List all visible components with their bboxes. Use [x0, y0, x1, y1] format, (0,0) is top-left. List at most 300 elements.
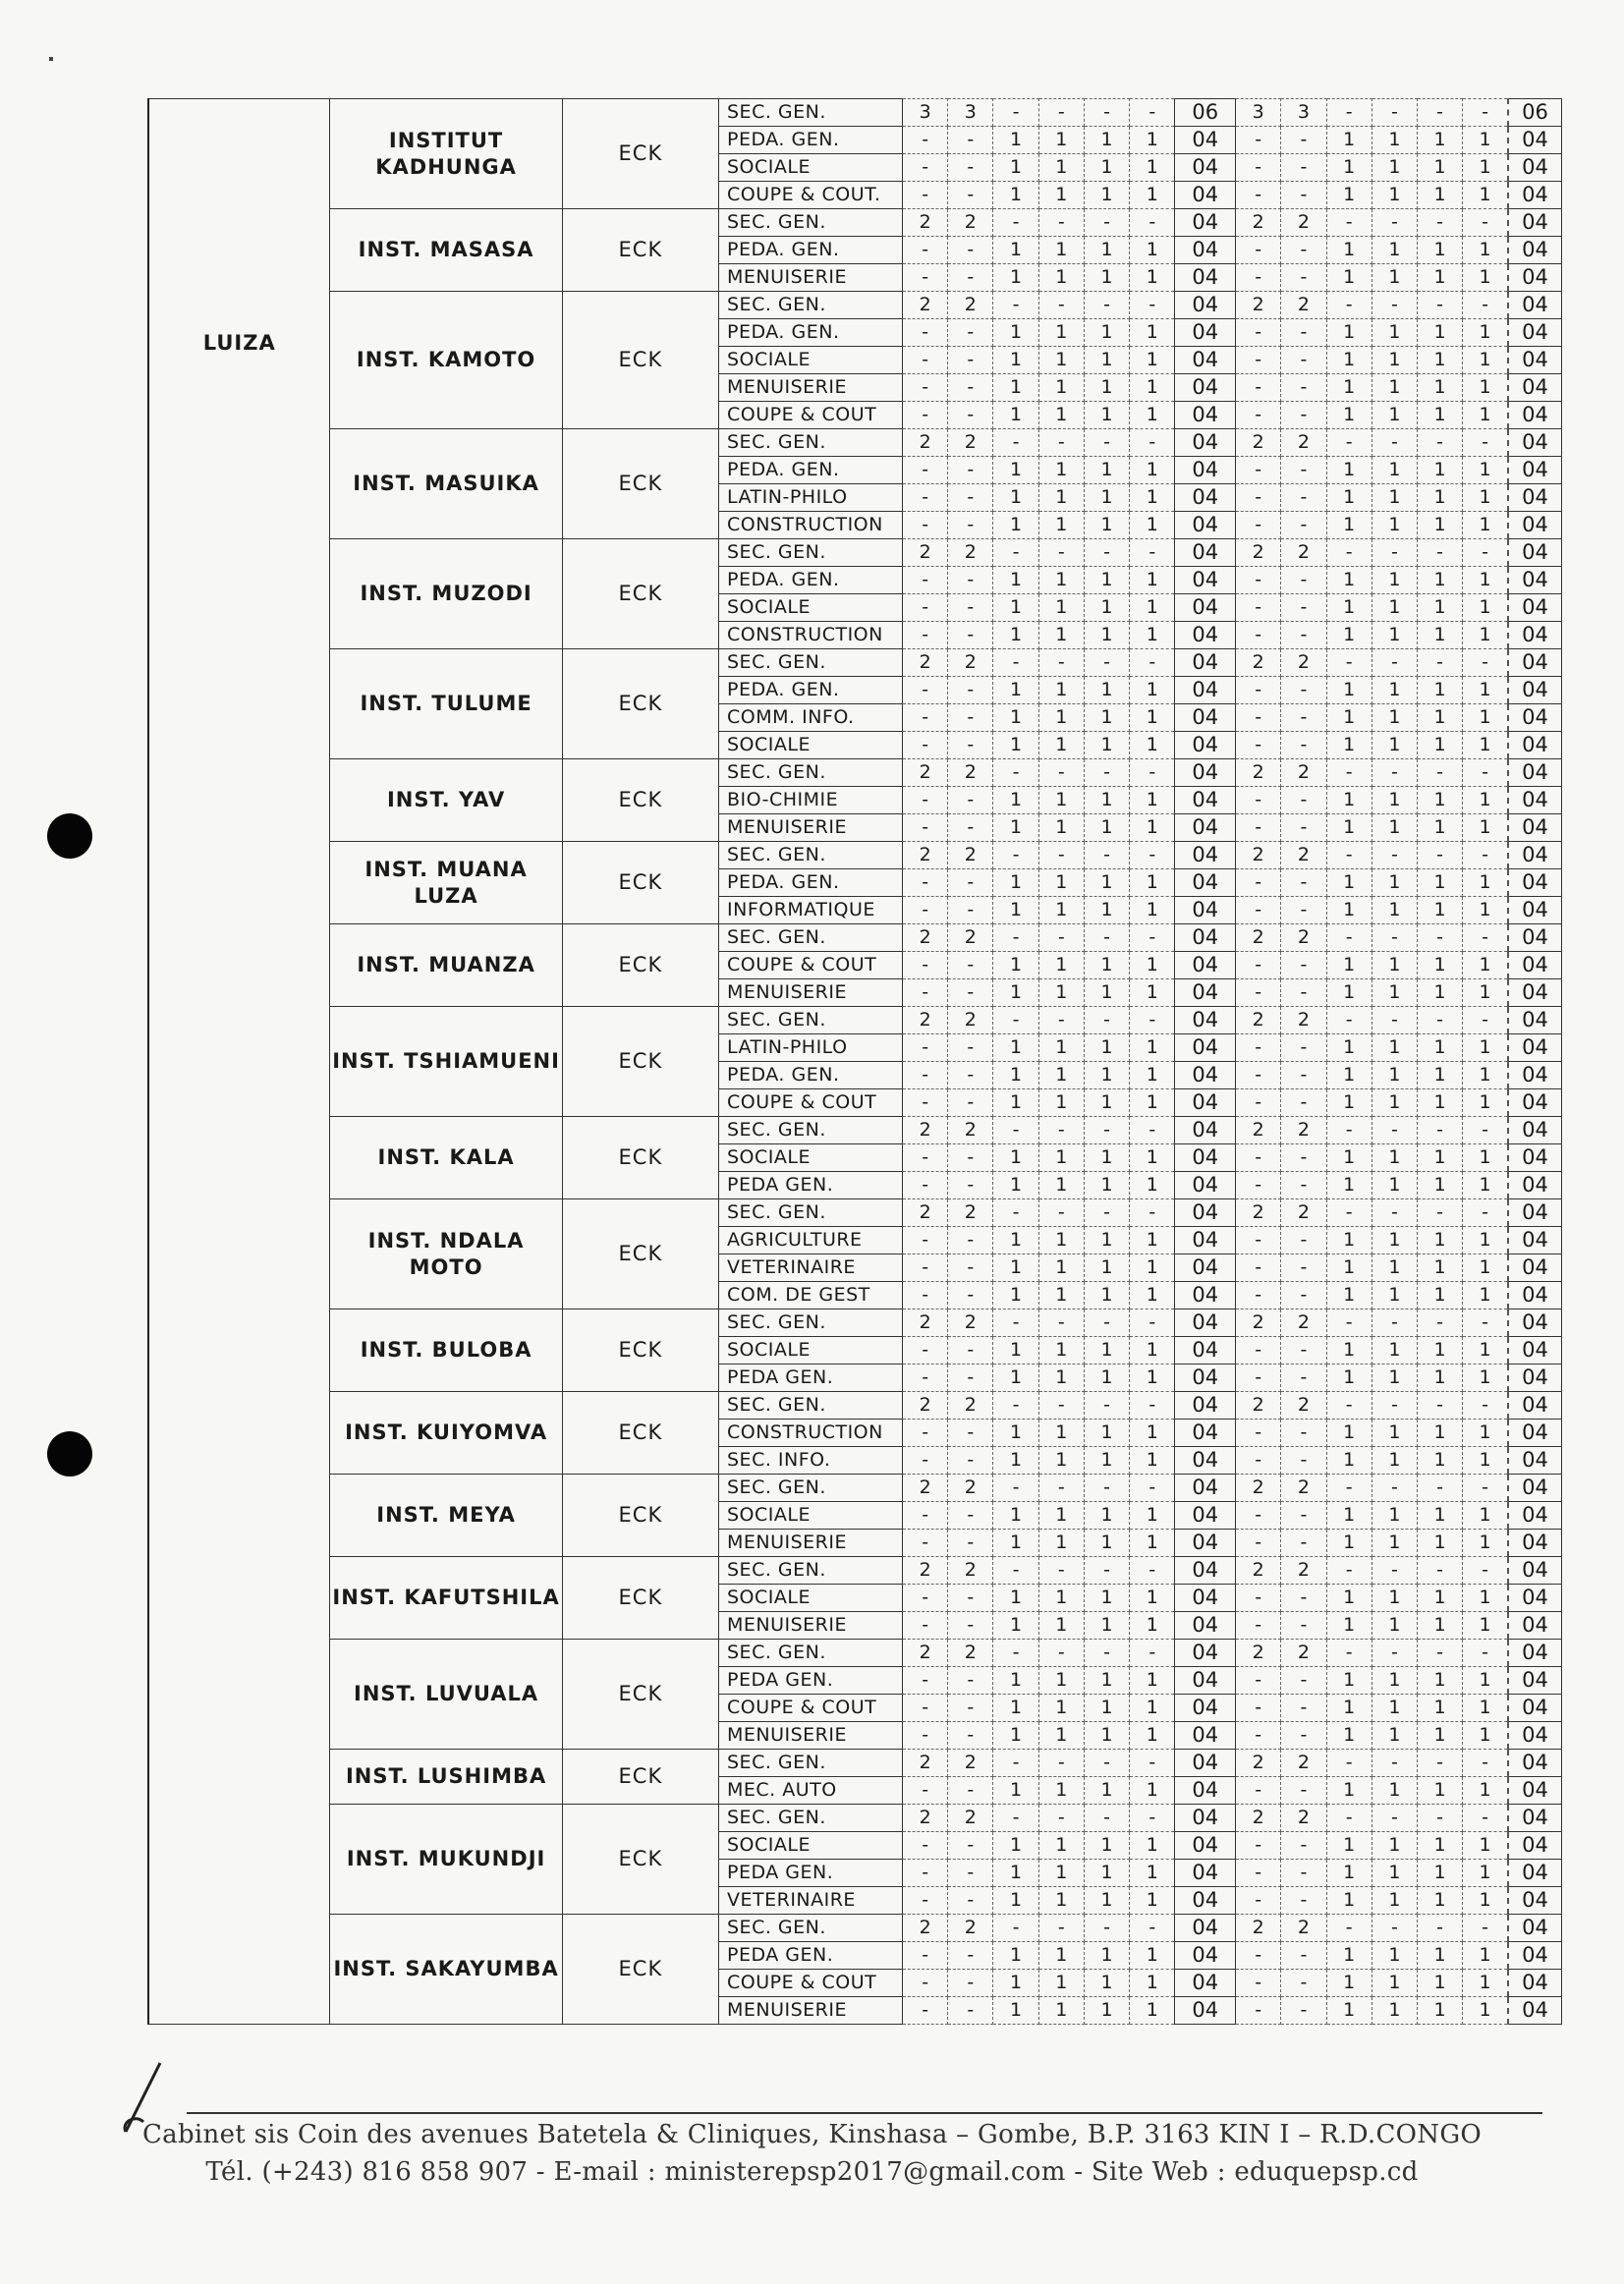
class-count-cell: 1 — [993, 1887, 1038, 1915]
class-count-cell: 1 — [1038, 594, 1084, 622]
class-count-cell-2: 1 — [1463, 787, 1508, 814]
class-count-cell: 2 — [948, 1475, 993, 1502]
class-count-cell: - — [948, 457, 993, 484]
class-count-cell-2: 1 — [1326, 1502, 1372, 1530]
option-name: SEC. GEN. — [719, 924, 903, 952]
class-count-cell-2: - — [1281, 1172, 1326, 1199]
class-count-cell: - — [903, 1089, 948, 1117]
total-cell: 04 — [1175, 787, 1236, 814]
class-count-cell-2: - — [1463, 1750, 1508, 1777]
class-count-cell: - — [1130, 1199, 1175, 1227]
class-count-cell: - — [1130, 1750, 1175, 1777]
class-count-cell: 1 — [1130, 1970, 1175, 1997]
total-cell-2: 04 — [1508, 127, 1562, 154]
class-count-cell: 1 — [1130, 374, 1175, 402]
class-count-cell: - — [948, 1777, 993, 1805]
option-name: SOCIALE — [719, 1832, 903, 1860]
class-count-cell-2: 1 — [1463, 1420, 1508, 1447]
class-count-cell-2: 1 — [1417, 1695, 1462, 1722]
class-count-cell: 1 — [1084, 1172, 1129, 1199]
class-count-cell: 1 — [1038, 732, 1084, 759]
class-count-cell-2: 1 — [1326, 677, 1372, 704]
option-name: COUPE & COUT — [719, 952, 903, 979]
class-count-cell: - — [1130, 1007, 1175, 1034]
total-cell: 04 — [1175, 869, 1236, 897]
class-count-cell: - — [993, 649, 1038, 677]
class-count-cell: 1 — [993, 1970, 1038, 1997]
school-name: INST. MUKUNDJI — [330, 1805, 562, 1915]
class-count-cell-2: 1 — [1372, 1722, 1417, 1750]
total-cell-2: 04 — [1508, 1750, 1562, 1777]
option-name: COUPE & COUT — [719, 1970, 903, 1997]
table-row — [148, 1117, 1562, 1144]
class-count-cell-2: - — [1281, 512, 1326, 539]
class-count-cell-2: 1 — [1326, 1970, 1372, 1997]
school-name: INST. BULOBA — [330, 1309, 562, 1392]
class-count-cell-2: 1 — [1326, 182, 1372, 209]
class-count-cell-2: - — [1281, 979, 1326, 1007]
class-count-cell: - — [903, 1337, 948, 1365]
class-count-cell: - — [903, 402, 948, 429]
option-name: SEC. GEN. — [719, 842, 903, 869]
class-count-cell-2: 2 — [1236, 1309, 1281, 1337]
class-count-cell-2: 1 — [1463, 1585, 1508, 1612]
class-count-cell-2: - — [1326, 1557, 1372, 1585]
table-row — [148, 1805, 1562, 1832]
class-count-cell: - — [903, 484, 948, 512]
class-count-cell: - — [1084, 539, 1129, 567]
class-count-cell: 2 — [903, 1640, 948, 1667]
class-count-cell-2: - — [1281, 1337, 1326, 1365]
class-count-cell: 2 — [948, 1199, 993, 1227]
class-count-cell-2: 1 — [1417, 1282, 1462, 1309]
class-count-cell-2: 2 — [1236, 1805, 1281, 1832]
class-count-cell-2: 1 — [1417, 402, 1462, 429]
class-count-cell: 1 — [1084, 1282, 1129, 1309]
class-count-cell: 1 — [993, 869, 1038, 897]
class-count-cell: - — [993, 99, 1038, 127]
class-count-cell: - — [1038, 759, 1084, 787]
class-count-cell-2: - — [1372, 759, 1417, 787]
class-count-cell: 1 — [1084, 1227, 1129, 1254]
class-count-cell-2: 1 — [1417, 869, 1462, 897]
class-count-cell-2: - — [1372, 1750, 1417, 1777]
class-count-cell: - — [903, 1970, 948, 1997]
class-count-cell-2: 1 — [1372, 1942, 1417, 1970]
class-count-cell-2: 1 — [1417, 1172, 1462, 1199]
class-count-cell: 1 — [1130, 787, 1175, 814]
class-count-cell: 2 — [903, 429, 948, 457]
class-count-cell-2: 1 — [1326, 1997, 1372, 2025]
option-name: PEDA GEN. — [719, 1172, 903, 1199]
class-count-cell: 1 — [993, 319, 1038, 347]
class-count-cell-2: - — [1236, 1034, 1281, 1062]
class-count-cell: 1 — [1130, 1062, 1175, 1089]
class-count-cell-2: - — [1236, 1612, 1281, 1640]
class-count-cell-2: 1 — [1372, 567, 1417, 594]
class-count-cell-2: 1 — [1417, 484, 1462, 512]
class-count-cell: - — [948, 1585, 993, 1612]
class-count-cell: - — [903, 127, 948, 154]
class-count-cell-2: 1 — [1417, 1970, 1462, 1997]
option-name: LATIN-PHILO — [719, 1034, 903, 1062]
class-count-cell: - — [903, 1365, 948, 1392]
class-count-cell: 1 — [1130, 127, 1175, 154]
class-count-cell-2: 1 — [1326, 1612, 1372, 1640]
class-count-cell: - — [903, 264, 948, 292]
class-count-cell-2: - — [1372, 1117, 1417, 1144]
class-count-cell: - — [1038, 1007, 1084, 1034]
option-name: MENUISERIE — [719, 1722, 903, 1750]
option-name: PEDA. GEN. — [719, 567, 903, 594]
class-count-cell: 1 — [1130, 1034, 1175, 1062]
total-cell: 04 — [1175, 1640, 1236, 1667]
class-count-cell: - — [903, 347, 948, 374]
class-count-cell-2: - — [1372, 292, 1417, 319]
class-count-cell: - — [903, 677, 948, 704]
class-count-cell: 1 — [1084, 1034, 1129, 1062]
class-count-cell-2: - — [1281, 484, 1326, 512]
class-count-cell: - — [1084, 649, 1129, 677]
option-name: SEC. GEN. — [719, 1915, 903, 1942]
class-count-cell-2: - — [1326, 99, 1372, 127]
total-cell-2: 04 — [1508, 319, 1562, 347]
total-cell-2: 04 — [1508, 1860, 1562, 1887]
class-count-cell-2: - — [1281, 952, 1326, 979]
school-name: INST. KAMOTO — [330, 292, 562, 429]
class-count-cell: - — [903, 979, 948, 1007]
option-name: SEC. GEN. — [719, 1640, 903, 1667]
class-count-cell-2: 1 — [1326, 127, 1372, 154]
table-row — [148, 1475, 1562, 1502]
class-count-cell-2: - — [1281, 732, 1326, 759]
option-name: COUPE & COUT — [719, 1695, 903, 1722]
total-cell: 04 — [1175, 897, 1236, 924]
class-count-cell: 1 — [1084, 1997, 1129, 2025]
class-count-cell: 1 — [993, 1365, 1038, 1392]
class-count-cell-2: - — [1372, 539, 1417, 567]
class-count-cell-2: 2 — [1236, 1392, 1281, 1420]
option-name: SOCIALE — [719, 1337, 903, 1365]
class-count-cell-2: 1 — [1372, 484, 1417, 512]
class-count-cell: - — [1038, 1392, 1084, 1420]
class-count-cell-2: 1 — [1463, 1695, 1508, 1722]
class-count-cell-2: - — [1281, 1365, 1326, 1392]
class-count-cell: 1 — [1084, 182, 1129, 209]
class-count-cell-2: - — [1281, 1777, 1326, 1805]
class-count-cell-2: - — [1236, 1365, 1281, 1392]
option-name: PEDA GEN. — [719, 1365, 903, 1392]
region-cell: LUIZA — [148, 99, 330, 2025]
class-count-cell-2: 1 — [1372, 457, 1417, 484]
option-name: SEC. GEN. — [719, 649, 903, 677]
class-count-cell: 1 — [1084, 1612, 1129, 1640]
class-count-cell: - — [948, 1667, 993, 1695]
class-count-cell-2: - — [1281, 1530, 1326, 1557]
class-count-cell: 2 — [903, 1199, 948, 1227]
class-count-cell: 2 — [903, 292, 948, 319]
class-count-cell: 1 — [993, 594, 1038, 622]
footer-contact: Tél. (+243) 816 858 907 - E-mail : ministerepsp2017@gmail.com - Site Web : eduquepsp.cd — [205, 2157, 1419, 2187]
total-cell: 04 — [1175, 1777, 1236, 1805]
class-count-cell: - — [948, 732, 993, 759]
class-count-cell: - — [993, 1750, 1038, 1777]
class-count-cell-2: - — [1326, 292, 1372, 319]
class-count-cell-2: 1 — [1372, 127, 1417, 154]
school-type: ECK — [562, 209, 718, 292]
class-count-cell: 1 — [1084, 402, 1129, 429]
class-count-cell: 1 — [1038, 512, 1084, 539]
school-type: ECK — [562, 649, 718, 759]
class-count-cell-2: 1 — [1326, 1254, 1372, 1282]
total-cell: 04 — [1175, 1860, 1236, 1887]
class-count-cell-2: 1 — [1372, 1997, 1417, 2025]
class-count-cell: 1 — [1084, 732, 1129, 759]
class-count-cell-2: 1 — [1463, 154, 1508, 182]
class-count-cell: 1 — [1130, 1585, 1175, 1612]
class-count-cell: 1 — [1084, 1777, 1129, 1805]
class-count-cell: - — [993, 1392, 1038, 1420]
class-count-cell: - — [948, 1612, 993, 1640]
option-name: SEC. GEN. — [719, 1117, 903, 1144]
class-count-cell-2: - — [1463, 1392, 1508, 1420]
class-count-cell: 1 — [1038, 1227, 1084, 1254]
class-count-cell-2: - — [1236, 1832, 1281, 1860]
total-cell: 04 — [1175, 484, 1236, 512]
class-count-cell-2: 1 — [1463, 1227, 1508, 1254]
class-count-cell-2: 1 — [1417, 952, 1462, 979]
class-count-cell-2: 2 — [1281, 1557, 1326, 1585]
class-count-cell-2: 1 — [1326, 1420, 1372, 1447]
class-count-cell-2: 1 — [1417, 1144, 1462, 1172]
class-count-cell-2: - — [1463, 1640, 1508, 1667]
class-count-cell-2: - — [1372, 1475, 1417, 1502]
class-count-cell: - — [1038, 99, 1084, 127]
total-cell: 04 — [1175, 319, 1236, 347]
class-count-cell: - — [903, 1144, 948, 1172]
class-count-cell-2: - — [1236, 512, 1281, 539]
class-count-cell: - — [903, 567, 948, 594]
class-count-cell-2: 1 — [1326, 512, 1372, 539]
class-count-cell: 2 — [903, 1915, 948, 1942]
class-count-cell: 1 — [993, 1777, 1038, 1805]
class-count-cell-2: - — [1463, 99, 1508, 127]
total-cell-2: 04 — [1508, 842, 1562, 869]
class-count-cell-2: 1 — [1326, 1860, 1372, 1887]
class-count-cell-2: 1 — [1417, 512, 1462, 539]
class-count-cell-2: 1 — [1463, 1089, 1508, 1117]
class-count-cell: 1 — [1130, 952, 1175, 979]
class-count-cell-2: 1 — [1372, 1832, 1417, 1860]
school-name: INST. KALA — [330, 1117, 562, 1199]
class-count-cell-2: - — [1236, 979, 1281, 1007]
option-name: MEC. AUTO — [719, 1777, 903, 1805]
class-count-cell-2: - — [1236, 1227, 1281, 1254]
class-count-cell-2: 1 — [1417, 1502, 1462, 1530]
class-count-cell-2: - — [1372, 649, 1417, 677]
class-count-cell: - — [948, 1420, 993, 1447]
class-count-cell: - — [1130, 649, 1175, 677]
class-count-cell: 1 — [1130, 237, 1175, 264]
option-name: CONSTRUCTION — [719, 1420, 903, 1447]
total-cell: 04 — [1175, 209, 1236, 237]
class-count-cell: 1 — [1084, 1254, 1129, 1282]
class-count-cell-2: 1 — [1417, 1062, 1462, 1089]
class-count-cell: 1 — [1038, 677, 1084, 704]
class-count-cell: 1 — [1130, 1722, 1175, 1750]
class-count-cell: 2 — [948, 1805, 993, 1832]
school-type: ECK — [562, 1750, 718, 1805]
class-count-cell: 1 — [1038, 1667, 1084, 1695]
class-count-cell-2: 1 — [1326, 319, 1372, 347]
class-count-cell: - — [1130, 99, 1175, 127]
total-cell-2: 04 — [1508, 1172, 1562, 1199]
class-count-cell-2: 1 — [1417, 1887, 1462, 1915]
class-count-cell-2: 2 — [1281, 539, 1326, 567]
class-count-cell-2: - — [1372, 429, 1417, 457]
option-name: SEC. GEN. — [719, 1309, 903, 1337]
class-count-cell-2: 1 — [1417, 1365, 1462, 1392]
total-cell: 04 — [1175, 704, 1236, 732]
class-count-cell: - — [948, 1502, 993, 1530]
option-name: SEC. GEN. — [719, 1805, 903, 1832]
class-count-cell: - — [1084, 759, 1129, 787]
class-count-cell: - — [1084, 924, 1129, 952]
class-count-cell-2: 1 — [1326, 594, 1372, 622]
class-count-cell-2: 1 — [1372, 1144, 1417, 1172]
class-count-cell-2: 1 — [1326, 1337, 1372, 1365]
class-count-cell: 1 — [1084, 897, 1129, 924]
class-count-cell: - — [1038, 1199, 1084, 1227]
total-cell-2: 04 — [1508, 924, 1562, 952]
class-count-cell-2: - — [1281, 1585, 1326, 1612]
total-cell: 04 — [1175, 1172, 1236, 1199]
class-count-cell: 1 — [1084, 347, 1129, 374]
class-count-cell: 1 — [1130, 1172, 1175, 1199]
class-count-cell: 1 — [993, 732, 1038, 759]
total-cell-2: 04 — [1508, 677, 1562, 704]
class-count-cell-2: 1 — [1372, 897, 1417, 924]
total-cell-2: 04 — [1508, 1997, 1562, 2025]
class-count-cell-2: - — [1281, 814, 1326, 842]
class-count-cell: 2 — [903, 1392, 948, 1420]
class-count-cell-2: 1 — [1372, 1970, 1417, 1997]
class-count-cell: 1 — [1130, 622, 1175, 649]
option-name: PEDA. GEN. — [719, 127, 903, 154]
class-count-cell: - — [948, 319, 993, 347]
class-count-cell: 1 — [1038, 1777, 1084, 1805]
class-count-cell-2: 1 — [1326, 567, 1372, 594]
option-name: CONSTRUCTION — [719, 512, 903, 539]
class-count-cell-2: - — [1417, 1557, 1462, 1585]
class-count-cell: 1 — [1130, 1612, 1175, 1640]
class-count-cell-2: - — [1326, 539, 1372, 567]
class-count-cell: - — [993, 1117, 1038, 1144]
class-count-cell: 1 — [1130, 567, 1175, 594]
option-name: COM. DE GEST — [719, 1282, 903, 1309]
class-count-cell-2: 1 — [1417, 1585, 1462, 1612]
class-count-cell: - — [903, 594, 948, 622]
class-count-cell: - — [903, 1062, 948, 1089]
class-count-cell-2: 1 — [1372, 952, 1417, 979]
class-count-cell-2: 1 — [1463, 1337, 1508, 1365]
class-count-cell-2: 2 — [1236, 759, 1281, 787]
class-count-cell: 1 — [1084, 1337, 1129, 1365]
class-count-cell-2: 1 — [1372, 347, 1417, 374]
class-count-cell-2: - — [1326, 429, 1372, 457]
total-cell: 04 — [1175, 1420, 1236, 1447]
class-count-cell: - — [1130, 209, 1175, 237]
class-count-cell: - — [948, 1034, 993, 1062]
class-count-cell-2: 1 — [1463, 1447, 1508, 1475]
class-count-cell-2: - — [1236, 1282, 1281, 1309]
total-cell-2: 04 — [1508, 1199, 1562, 1227]
class-count-cell-2: - — [1463, 1475, 1508, 1502]
class-count-cell-2: - — [1372, 1915, 1417, 1942]
class-count-cell: 1 — [1130, 732, 1175, 759]
class-count-cell-2: - — [1281, 182, 1326, 209]
class-count-cell: 1 — [1038, 154, 1084, 182]
class-count-cell: 1 — [1038, 319, 1084, 347]
class-count-cell-2: 1 — [1417, 457, 1462, 484]
class-count-cell: 1 — [1084, 319, 1129, 347]
total-cell-2: 04 — [1508, 1722, 1562, 1750]
class-count-cell-2: - — [1281, 1282, 1326, 1309]
class-count-cell-2: 1 — [1372, 402, 1417, 429]
class-count-cell-2: - — [1417, 1805, 1462, 1832]
class-count-cell: - — [1130, 1309, 1175, 1337]
table-row — [148, 1640, 1562, 1667]
class-count-cell: - — [993, 209, 1038, 237]
class-count-cell: 2 — [948, 1750, 993, 1777]
class-count-cell-2: 2 — [1236, 1007, 1281, 1034]
class-count-cell: - — [993, 1309, 1038, 1337]
total-cell: 04 — [1175, 1970, 1236, 1997]
class-count-cell: 1 — [993, 1997, 1038, 2025]
class-count-cell-2: 1 — [1372, 1282, 1417, 1309]
class-count-cell: 1 — [1084, 1585, 1129, 1612]
class-count-cell: - — [1038, 842, 1084, 869]
class-count-cell-2: 1 — [1463, 704, 1508, 732]
class-count-cell: - — [948, 1942, 993, 1970]
class-count-cell: - — [903, 1832, 948, 1860]
class-count-cell: 1 — [1038, 897, 1084, 924]
class-count-cell: - — [993, 1199, 1038, 1227]
total-cell: 04 — [1175, 677, 1236, 704]
class-count-cell: - — [1038, 1475, 1084, 1502]
class-count-cell: 1 — [993, 1227, 1038, 1254]
class-count-cell: 1 — [1084, 677, 1129, 704]
class-count-cell: 1 — [993, 1034, 1038, 1062]
class-count-cell-2: 1 — [1326, 1667, 1372, 1695]
class-count-cell: 1 — [1130, 1667, 1175, 1695]
class-count-cell: 1 — [993, 1254, 1038, 1282]
option-name: SOCIALE — [719, 347, 903, 374]
class-count-cell: 1 — [1130, 1144, 1175, 1172]
total-cell-2: 04 — [1508, 402, 1562, 429]
class-count-cell-2: 1 — [1463, 1365, 1508, 1392]
class-count-cell: 1 — [1084, 1722, 1129, 1750]
class-count-cell: 2 — [948, 1007, 993, 1034]
total-cell: 04 — [1175, 1722, 1236, 1750]
class-count-cell-2: 1 — [1372, 1089, 1417, 1117]
class-count-cell: 1 — [1038, 484, 1084, 512]
class-count-cell-2: 3 — [1281, 99, 1326, 127]
class-count-cell-2: 1 — [1326, 1530, 1372, 1557]
class-count-cell-2: - — [1236, 869, 1281, 897]
class-count-cell-2: 1 — [1463, 457, 1508, 484]
class-count-cell-2: - — [1326, 1117, 1372, 1144]
